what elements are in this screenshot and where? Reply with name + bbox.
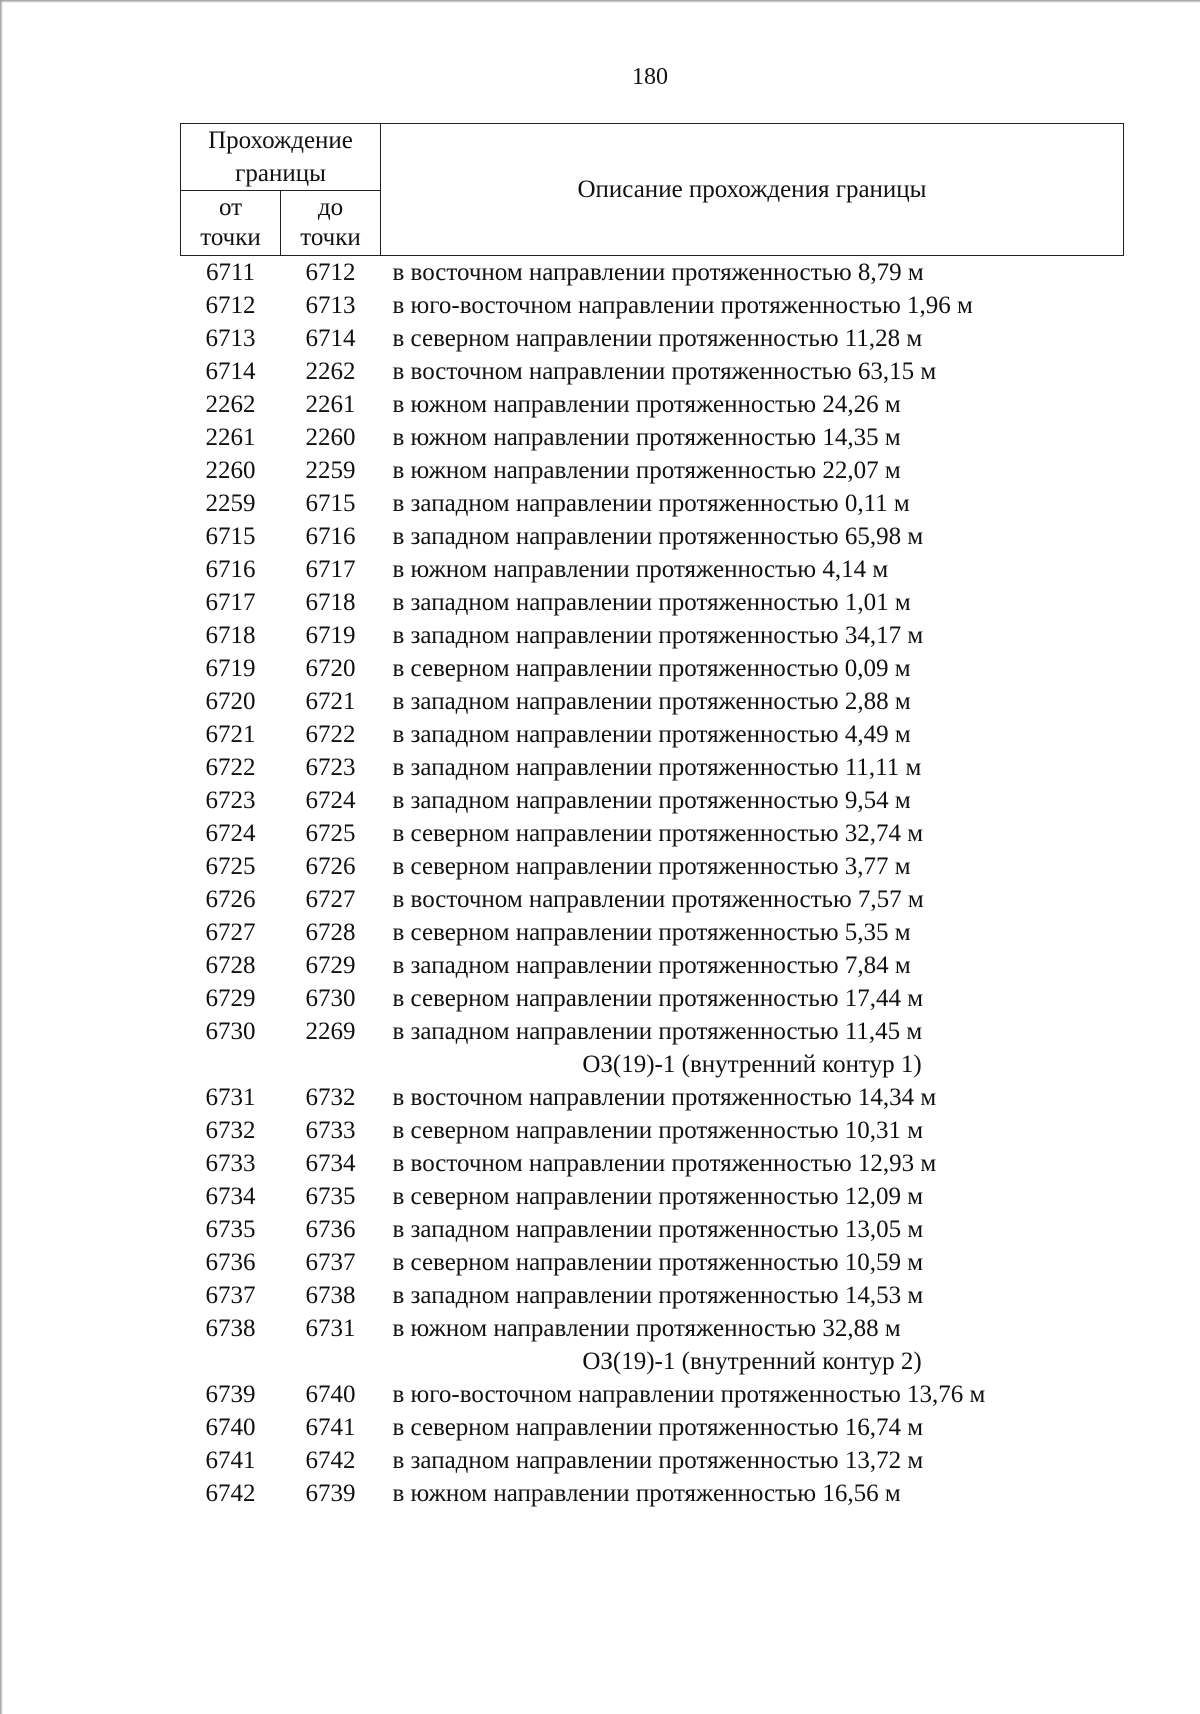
description-cell: в западном направлении протяженностью 14,53 м <box>392 1282 924 1309</box>
description-cell: в восточном направлении протяженностью 63,15 м <box>392 358 937 385</box>
from-point-cell: 6737 <box>205 1282 256 1309</box>
from-point-cell: 6723 <box>205 787 256 814</box>
to-point-cell: 6719 <box>305 622 356 649</box>
to-point-cell: 6723 <box>305 754 356 781</box>
table-row <box>181 256 1124 290</box>
from-point-cell: 6714 <box>205 358 256 385</box>
description-cell: в западном направлении протяженностью 1,01 м <box>392 589 911 616</box>
to-point-cell: 6732 <box>305 1084 356 1111</box>
to-point-cell: 6733 <box>305 1117 356 1144</box>
to-point-cell: 6731 <box>305 1315 356 1342</box>
table-row <box>181 850 1124 883</box>
to-point-cell: 6726 <box>305 853 356 880</box>
from-point-cell: 6719 <box>205 655 256 682</box>
table-row <box>181 784 1124 817</box>
to-point-cell: 6738 <box>305 1282 356 1309</box>
description-cell: в северном направлении протяженностью 32,74 м <box>392 820 924 847</box>
scan-edge-top <box>0 0 1200 3</box>
to-point-cell: 6736 <box>305 1216 356 1243</box>
to-point-cell: 6712 <box>305 259 356 286</box>
table-row <box>181 1378 1124 1411</box>
to-point-cell: 6716 <box>305 523 356 550</box>
to-point-cell: 2269 <box>305 1018 356 1045</box>
from-point-cell: 6712 <box>205 292 256 319</box>
table-row <box>181 619 1124 652</box>
table-row <box>181 1246 1124 1279</box>
to-point-cell: 2261 <box>305 391 356 418</box>
section-row <box>181 1048 1124 1081</box>
from-point-cell: 6718 <box>205 622 256 649</box>
table-row <box>181 1147 1124 1180</box>
to-point-cell: 6725 <box>305 820 356 847</box>
table-row <box>181 1444 1124 1477</box>
from-point-cell: 6732 <box>205 1117 256 1144</box>
table-row <box>181 949 1124 982</box>
from-point-cell: 6725 <box>205 853 256 880</box>
header-boundary-passage-line2: границы <box>235 160 326 187</box>
section-spacer <box>181 1048 381 1081</box>
to-point-cell: 6717 <box>305 556 356 583</box>
description-cell: в западном направлении протяженностью 2,88 м <box>392 688 911 715</box>
to-point-cell: 6718 <box>305 589 356 616</box>
table-row <box>181 718 1124 751</box>
to-point-cell: 6730 <box>305 985 356 1012</box>
table-row <box>181 982 1124 1015</box>
description-cell: в северном направлении протяженностью 5,35 м <box>392 919 911 946</box>
from-point-cell: 6720 <box>205 688 256 715</box>
description-cell: в северном направлении протяженностью 16,74 м <box>392 1414 924 1441</box>
description-cell: в восточном направлении протяженностью 8,79 м <box>392 259 924 286</box>
table-row <box>181 1312 1124 1345</box>
from-point-cell: 6729 <box>205 985 256 1012</box>
table-row <box>181 421 1124 454</box>
from-point-cell: 6735 <box>205 1216 256 1243</box>
table-row <box>181 553 1124 586</box>
header-from-line1: от <box>218 194 243 221</box>
to-point-cell: 6735 <box>305 1183 356 1210</box>
to-point-cell: 6727 <box>305 886 356 913</box>
table-row <box>181 883 1124 916</box>
header-to-line2: точки <box>300 224 361 251</box>
to-point-cell: 6729 <box>305 952 356 979</box>
from-point-cell: 6733 <box>205 1150 256 1177</box>
description-cell: в западном направлении протяженностью 13,05 м <box>392 1216 924 1243</box>
from-point-cell: 6728 <box>205 952 256 979</box>
description-cell: в западном направлении протяженностью 65,98 м <box>392 523 924 550</box>
header-boundary-passage <box>181 124 381 191</box>
header-from-point <box>181 191 281 256</box>
description-cell: в юго-восточном направлении протяженностью 1,96 м <box>392 292 973 319</box>
from-point-cell: 6731 <box>205 1084 256 1111</box>
from-point-cell: 6730 <box>205 1018 256 1045</box>
to-point-cell: 6714 <box>305 325 356 352</box>
scan-edge-left <box>0 0 3 1714</box>
description-cell: в северном направлении протяженностью 0,09 м <box>392 655 911 682</box>
description-cell: в западном направлении протяженностью 9,54 м <box>392 787 911 814</box>
description-cell: в северном направлении протяженностью 10,59 м <box>392 1249 924 1276</box>
table-row <box>181 322 1124 355</box>
boundary-table <box>180 123 1124 1510</box>
table-header <box>181 124 1124 256</box>
to-point-cell: 6722 <box>305 721 356 748</box>
description-cell: в западном направлении протяженностью 7,84 м <box>392 952 911 979</box>
table-row <box>181 487 1124 520</box>
header-description-label: Описание прохождения границы <box>577 176 927 203</box>
to-point-cell: 6737 <box>305 1249 356 1276</box>
from-point-cell: 6722 <box>205 754 256 781</box>
table-row <box>181 1015 1124 1048</box>
description-cell: в западном направлении протяженностью 13,72 м <box>392 1447 924 1474</box>
description-cell: в северном направлении протяженностью 11,28 м <box>392 325 923 352</box>
to-point-cell: 6721 <box>305 688 356 715</box>
to-point-cell: 6724 <box>305 787 356 814</box>
from-point-cell: 6738 <box>205 1315 256 1342</box>
section-spacer <box>181 1345 381 1378</box>
from-point-cell: 6726 <box>205 886 256 913</box>
to-point-cell: 2260 <box>305 424 356 451</box>
to-point-cell: 6728 <box>305 919 356 946</box>
to-point-cell: 2262 <box>305 358 356 385</box>
from-point-cell: 6742 <box>205 1480 256 1507</box>
from-point-cell: 6717 <box>205 589 256 616</box>
table-row <box>181 1081 1124 1114</box>
table-row <box>181 454 1124 487</box>
from-point-cell: 2260 <box>205 457 256 484</box>
to-point-cell: 2259 <box>305 457 356 484</box>
description-cell: в западном направлении протяженностью 0,11 м <box>392 490 910 517</box>
table-row <box>181 1279 1124 1312</box>
table-row <box>181 1213 1124 1246</box>
from-point-cell: 6734 <box>205 1183 256 1210</box>
to-point-cell: 6741 <box>305 1414 356 1441</box>
description-cell: в западном направлении протяженностью 4,49 м <box>392 721 911 748</box>
description-cell: в западном направлении протяженностью 11,45 м <box>392 1018 923 1045</box>
to-point-cell: 6734 <box>305 1150 356 1177</box>
description-cell: в северном направлении протяженностью 17,44 м <box>392 985 924 1012</box>
from-point-cell: 6740 <box>205 1414 256 1441</box>
description-cell: в южном направлении протяженностью 4,14 м <box>392 556 889 583</box>
header-to-line1: до <box>317 194 344 221</box>
from-point-cell: 6741 <box>205 1447 256 1474</box>
table-row <box>181 355 1124 388</box>
header-boundary-passage-line1: Прохождение <box>208 127 353 154</box>
table-row <box>181 916 1124 949</box>
table-row <box>181 289 1124 322</box>
description-cell: в южном направлении протяженностью 14,35 м <box>392 424 901 451</box>
page-number: 180 <box>632 64 668 90</box>
to-point-cell: 6742 <box>305 1447 356 1474</box>
description-cell: в западном направлении протяженностью 34,17 м <box>392 622 924 649</box>
table-row <box>181 520 1124 553</box>
table-row <box>181 1114 1124 1147</box>
table-row <box>181 817 1124 850</box>
section-title: ОЗ(19)-1 (внутренний контур 1) <box>582 1051 922 1078</box>
from-point-cell: 2259 <box>205 490 256 517</box>
description-cell: в северном направлении протяженностью 3,77 м <box>392 853 911 880</box>
description-cell: в западном направлении протяженностью 11,11 м <box>392 754 922 781</box>
from-point-cell: 6716 <box>205 556 256 583</box>
from-point-cell: 2261 <box>205 424 256 451</box>
description-cell: в южном направлении протяженностью 32,88 м <box>392 1315 901 1342</box>
description-cell: в восточном направлении протяженностью 7,57 м <box>392 886 924 913</box>
from-point-cell: 6736 <box>205 1249 256 1276</box>
description-cell: в восточном направлении протяженностью 12,93 м <box>392 1150 937 1177</box>
table-row <box>181 652 1124 685</box>
section-title: ОЗ(19)-1 (внутренний контур 2) <box>582 1348 922 1375</box>
table-body <box>181 256 1124 1511</box>
description-cell: в южном направлении протяженностью 16,56 м <box>392 1480 901 1507</box>
table-row <box>181 1180 1124 1213</box>
from-point-cell: 6711 <box>205 259 256 286</box>
description-cell: в южном направлении протяженностью 24,26 м <box>392 391 901 418</box>
description-cell: в южном направлении протяженностью 22,07 м <box>392 457 901 484</box>
to-point-cell: 6740 <box>305 1381 356 1408</box>
table-row <box>181 685 1124 718</box>
to-point-cell: 6739 <box>305 1480 356 1507</box>
from-point-cell: 6727 <box>205 919 256 946</box>
from-point-cell: 2262 <box>205 391 256 418</box>
table-row <box>181 1411 1124 1444</box>
description-cell: в северном направлении протяженностью 12,09 м <box>392 1183 924 1210</box>
header-description <box>381 124 1124 256</box>
section-row <box>181 1345 1124 1378</box>
description-cell: в северном направлении протяженностью 10,31 м <box>392 1117 924 1144</box>
table-row <box>181 388 1124 421</box>
table-row <box>181 586 1124 619</box>
description-cell: в восточном направлении протяженностью 14,34 м <box>392 1084 937 1111</box>
to-point-cell: 6713 <box>305 292 356 319</box>
from-point-cell: 6721 <box>205 721 256 748</box>
to-point-cell: 6720 <box>305 655 356 682</box>
from-point-cell: 6713 <box>205 325 256 352</box>
from-point-cell: 6715 <box>205 523 256 550</box>
description-cell: в юго-восточном направлении протяженностью 13,76 м <box>392 1381 986 1408</box>
from-point-cell: 6724 <box>205 820 256 847</box>
header-from-line2: точки <box>200 224 261 251</box>
table-row <box>181 1477 1124 1510</box>
to-point-cell: 6715 <box>305 490 356 517</box>
header-to-point <box>281 191 381 256</box>
from-point-cell: 6739 <box>205 1381 256 1408</box>
table-row <box>181 751 1124 784</box>
